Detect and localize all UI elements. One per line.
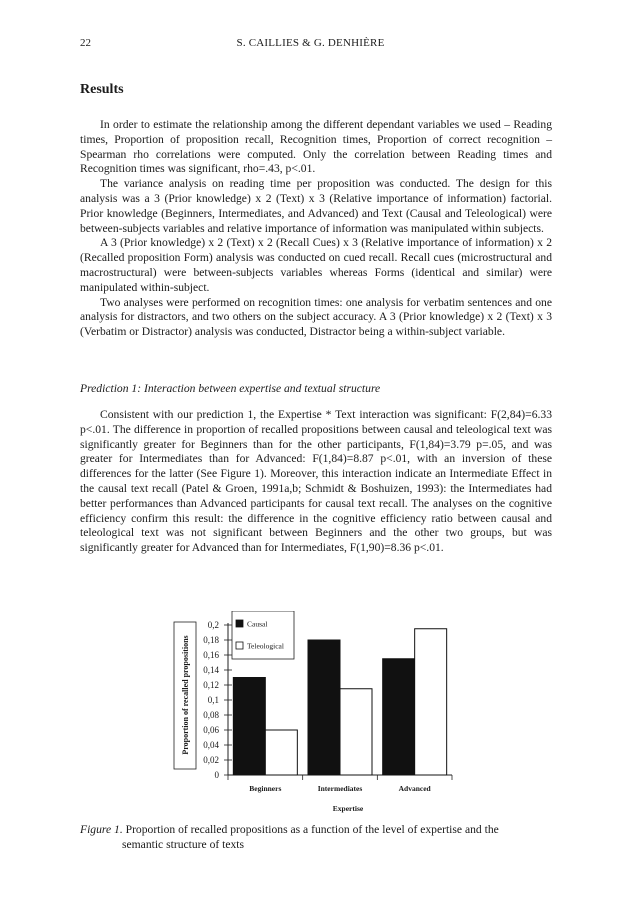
paragraph: In order to estimate the relationship among the different dependant variables we used – Reading times, Proportion of proposition recall, Recognition times, Proportion of correct recognition – Spearman rho correlations were computed. Only the correlation between Reading times and Recognition times was significant, rho=.43, p<.01. — [80, 118, 552, 176]
bar-causal-beginners — [233, 678, 265, 776]
section-heading: Results — [80, 82, 124, 97]
x-category-label: Intermediates — [317, 784, 363, 793]
y-tick-label: 0,12 — [203, 680, 219, 690]
y-tick-label: 0,04 — [203, 740, 219, 750]
paragraph: Consistent with our prediction 1, the Expertise * Text interaction was significant: F(2,84)=6.33 p<.01. The difference in proportion of recalled propositions between causal and teleological text was significantly greater for Beginners than for the other participants, F(1,84)=3.79 p=.05, and was greater for Intermediates than for Advanced: F(1,84)=8.87 p<.01, with an inversion of these differences for the latter (See Figure 1). Moreover, this interaction indicate an Intermediate Effect in the causal text recall (Patel & Groen, 1991a,b; Schmidt & Boshuizen, 1993): the Intermediates had better performances than Advanced participants for causal text recall. The analyses on the cognitive efficiency confirm this result: the difference in the cognitive efficiency ratio between causal and teleological text was not significant between Beginners and the other two groups, but was significantly greater for Advanced than for Intermediates, F(1,90)=8.36 p<.01. — [80, 408, 552, 555]
bar-causal-intermediates — [308, 640, 340, 775]
legend-box — [232, 611, 294, 659]
bar-teleological-beginners — [265, 730, 297, 775]
y-tick-label: 0,06 — [203, 725, 219, 735]
x-category-label: Advanced — [398, 784, 431, 793]
y-tick-label: 0,08 — [203, 710, 219, 720]
legend-swatch-teleological — [236, 642, 243, 649]
running-head: S. CAILLIES & G. DENHIÈRE — [236, 37, 385, 49]
caption-text: Proportion of recalled propositions as a function of the level of expertise and the — [122, 823, 499, 836]
y-tick-label: 0 — [214, 770, 219, 780]
subsection-heading: Prediction 1: Interaction between expertise and textual structure — [80, 382, 381, 395]
bar-teleological-intermediates — [340, 689, 372, 775]
y-tick-label: 0,18 — [203, 635, 219, 645]
x-axis-label: Expertise — [332, 804, 364, 813]
x-category-label: Beginners — [249, 784, 282, 793]
paragraph: The variance analysis on reading time per proposition was conducted. The design for this analysis was a 3 (Prior knowledge) x 2 (Text) x 3 (Relative importance of information) factorial. Prior knowledge (Beginners, Intermediates, and Advanced) and Text (Causal and Teleological) were between-subjects variables and relative importance of information was manipulated within subjects. — [80, 177, 552, 235]
results-text — [80, 118, 552, 340]
y-tick-label: 0,14 — [203, 665, 219, 675]
y-axis-label: Proportion of recalled propositions — [181, 635, 190, 755]
legend-label-teleological: Teleological — [247, 641, 284, 651]
figure-1-chart — [166, 611, 466, 816]
prediction-text — [80, 408, 552, 556]
page-number: 22 — [80, 37, 91, 49]
y-tick-label: 0,2 — [207, 620, 219, 630]
y-tick-label: 0,16 — [203, 650, 219, 660]
caption-label: Figure 1. — [80, 823, 123, 836]
bar-teleological-advanced — [415, 629, 447, 775]
bar-causal-advanced — [383, 659, 415, 775]
paragraph: Two analyses were performed on recognition times: one analysis for verbatim sentences and one analysis for distractors, and two others on the subject accuracy. A 3 (Prior knowledge) x 2 (Text) x 3 (Verbatim or Distractor) analysis was conducted, Distractor being a within-subject variable. — [80, 295, 552, 339]
y-tick-label: 0,1 — [207, 695, 219, 705]
figure-caption — [80, 823, 555, 852]
paragraph: A 3 (Prior knowledge) x 2 (Text) x 2 (Recall Cues) x 3 (Relative importance of information) x 2 (Recalled proposition Form) analysis was conducted on cued recall. Recall cues (microstructural and macrostructural) were between-subjects variables whereas Forms (identical and similar) were manipulated within-subject. — [80, 236, 552, 294]
legend-swatch-causal — [236, 620, 243, 627]
y-tick-label: 0,02 — [203, 755, 219, 765]
caption-text-continued: semantic structure of texts — [122, 837, 245, 851]
legend-label-causal: Causal — [247, 619, 268, 629]
